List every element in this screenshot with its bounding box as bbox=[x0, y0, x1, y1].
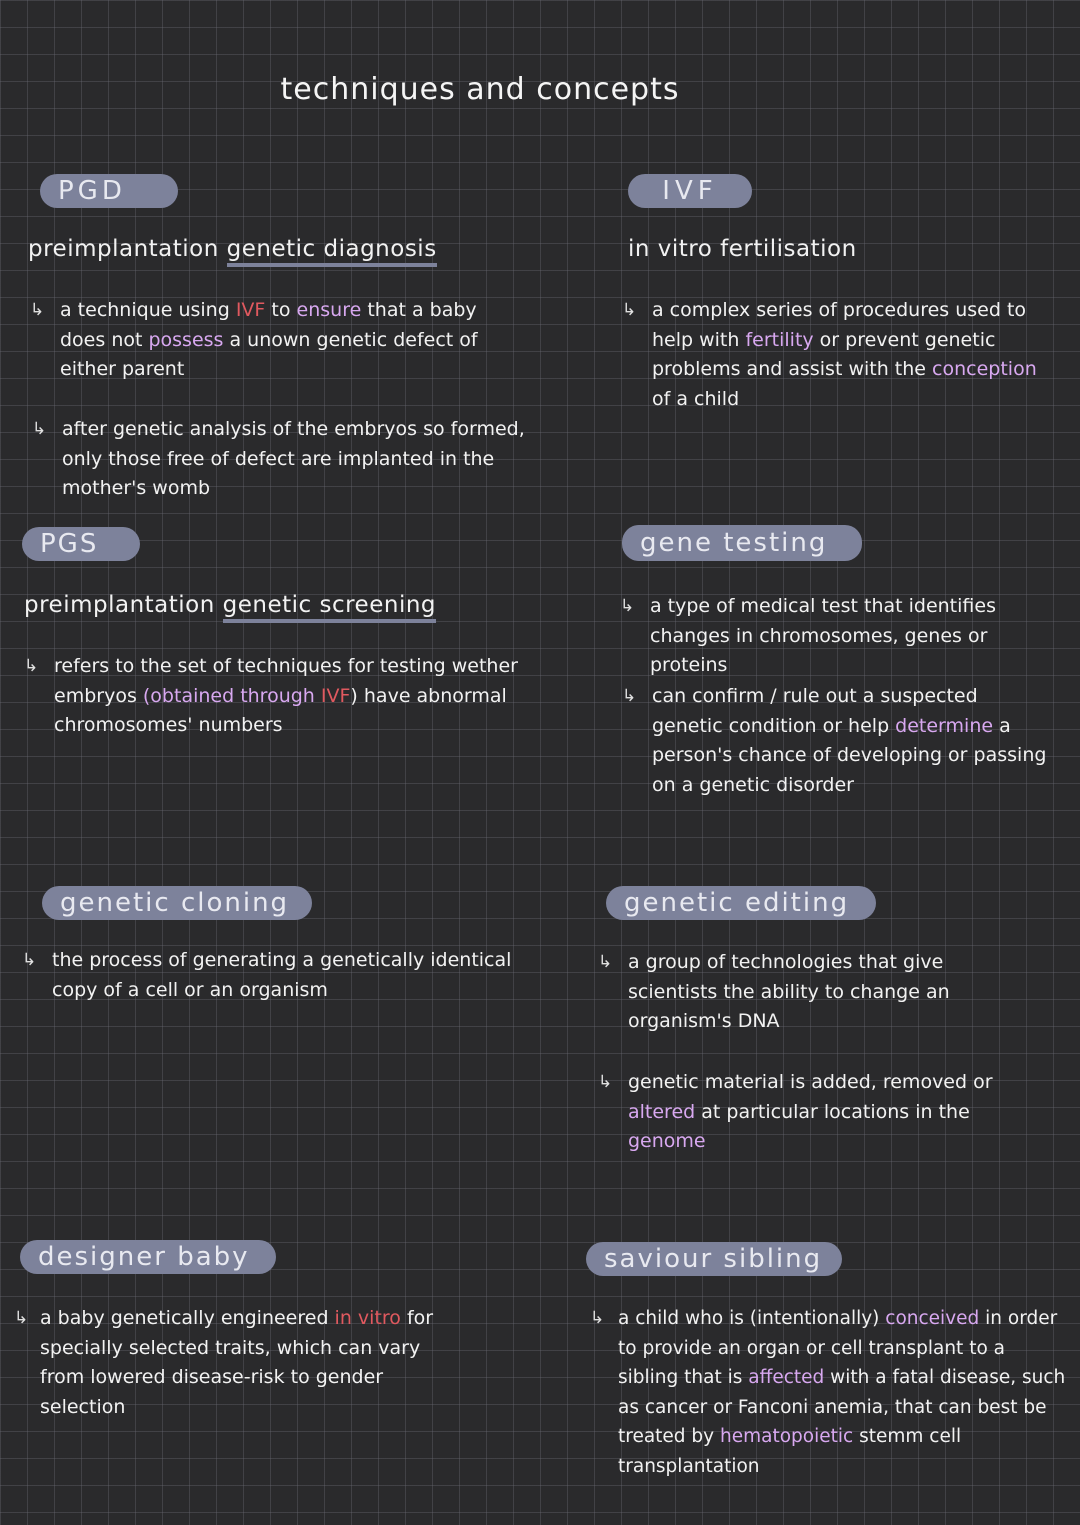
badge-pgs: PGS bbox=[22, 527, 140, 561]
saviour-sibling-bullet-1 bbox=[590, 1304, 1068, 1481]
text-altered: altered bbox=[628, 1100, 696, 1123]
genetic-cloning-bullet-1 bbox=[22, 946, 532, 1005]
text: ) bbox=[350, 684, 358, 707]
text-ensure: ensure bbox=[296, 299, 362, 321]
subtitle-ivf: in vitro fertilisation bbox=[628, 236, 857, 262]
text: stemm cell transplantation bbox=[618, 1426, 962, 1477]
text: a baby genetically engineered bbox=[40, 1307, 335, 1329]
sub-arrow-icon: ↳ bbox=[620, 596, 635, 616]
text-conceived: conceived bbox=[885, 1308, 980, 1329]
badge-ivf: IVF bbox=[628, 174, 752, 208]
badge-genetic-editing: genetic editing bbox=[606, 886, 876, 920]
text: a group of technologies that give scientists the ability to change an organism's DNA bbox=[628, 951, 950, 1032]
sub-arrow-icon: ↳ bbox=[590, 1308, 605, 1328]
subtitle-pgs-highlight: genetic screening bbox=[223, 592, 436, 623]
text: of a child bbox=[652, 387, 740, 410]
subtitle-pgd-part1: preimplantation bbox=[28, 236, 219, 262]
text-possess: possess bbox=[148, 328, 224, 351]
text-affected: affected bbox=[748, 1367, 825, 1388]
sub-arrow-icon: ↳ bbox=[24, 656, 39, 676]
text: a unown genetic defect of either parent bbox=[60, 328, 478, 380]
sub-arrow-icon: ↳ bbox=[598, 952, 613, 972]
ivf-bullet-1 bbox=[622, 296, 1052, 414]
text-determine: determine bbox=[895, 714, 994, 737]
text: with a fatal disease, such as cancer or Fanconi anemia, that can best be treated by bbox=[618, 1367, 1066, 1447]
text: in order to provide an organ or cell transplant to a sibling that is bbox=[618, 1308, 1058, 1388]
subtitle-pgd-highlight: genetic diagnosis bbox=[227, 236, 437, 267]
sub-arrow-icon: ↳ bbox=[32, 419, 47, 439]
text: refers to the set of techniques for testing wether embryos bbox=[54, 655, 518, 707]
subtitle-pgd bbox=[28, 236, 437, 262]
text-genome: genome bbox=[628, 1130, 706, 1152]
text: the process of generating a genetically identical copy of a cell or an organism bbox=[52, 949, 512, 1001]
gene-testing-bullet-1 bbox=[620, 592, 1050, 681]
subtitle-pgs bbox=[24, 592, 436, 618]
text-hematopoietic: hematopoietic bbox=[720, 1426, 854, 1447]
sub-arrow-icon: ↳ bbox=[622, 686, 637, 706]
text: can confirm / rule out a suspected genetic condition or help bbox=[652, 685, 978, 737]
text-ivf: IVF bbox=[320, 684, 351, 707]
text: genetic material is added, removed or bbox=[628, 1071, 993, 1093]
gene-testing-bullet-2 bbox=[622, 682, 1052, 800]
badge-genetic-cloning: genetic cloning bbox=[42, 886, 312, 920]
text-conception: conception bbox=[932, 358, 1037, 380]
text: a complex series of procedures used to help with bbox=[652, 299, 1027, 351]
text-obtained: (obtained through bbox=[142, 684, 321, 707]
text: a person's chance of developing or passing on a genetic disorder bbox=[652, 714, 1047, 796]
text: a child who is (intentionally) bbox=[618, 1308, 886, 1329]
text: for specially selected traits, which can vary from lowered disease-risk to gender selection bbox=[40, 1307, 434, 1418]
text-fertility: fertility bbox=[745, 328, 814, 351]
text-ivf: IVF bbox=[235, 299, 266, 321]
text: a technique using bbox=[60, 299, 236, 321]
sub-arrow-icon: ↳ bbox=[30, 300, 45, 320]
text: have abnormal chromosomes' numbers bbox=[54, 684, 507, 736]
badge-saviour-sibling: saviour sibling bbox=[586, 1242, 842, 1276]
text: that a baby does not bbox=[60, 299, 477, 351]
page-title: techniques and concepts bbox=[280, 72, 680, 107]
sub-arrow-icon: ↳ bbox=[622, 300, 637, 320]
badge-gene-testing: gene testing bbox=[622, 525, 862, 561]
pgd-bullet-1 bbox=[30, 296, 500, 385]
text: at particular locations in the bbox=[695, 1100, 970, 1123]
genetic-editing-bullet-1 bbox=[598, 948, 1028, 1037]
badge-designer-baby: designer baby bbox=[20, 1240, 276, 1274]
text-in-vitro: in vitro bbox=[334, 1307, 401, 1329]
genetic-editing-bullet-2 bbox=[598, 1068, 1028, 1157]
designer-baby-bullet-1 bbox=[14, 1304, 460, 1422]
text: or prevent genetic problems and assist with the bbox=[652, 328, 996, 380]
sub-arrow-icon: ↳ bbox=[598, 1072, 613, 1092]
text: to bbox=[265, 299, 297, 321]
subtitle-pgs-part1: preimplantation bbox=[24, 592, 215, 618]
pgs-bullet-1 bbox=[24, 652, 574, 741]
sub-arrow-icon: ↳ bbox=[14, 1308, 29, 1328]
text: a type of medical test that identifies changes in chromosomes, genes or proteins bbox=[650, 595, 996, 676]
badge-pgd: PGD bbox=[40, 174, 178, 208]
text: after genetic analysis of the embryos so formed, only those free of defect are implanted in the mother's womb bbox=[62, 418, 525, 499]
sub-arrow-icon: ↳ bbox=[22, 950, 37, 970]
pgd-bullet-2 bbox=[32, 415, 562, 504]
